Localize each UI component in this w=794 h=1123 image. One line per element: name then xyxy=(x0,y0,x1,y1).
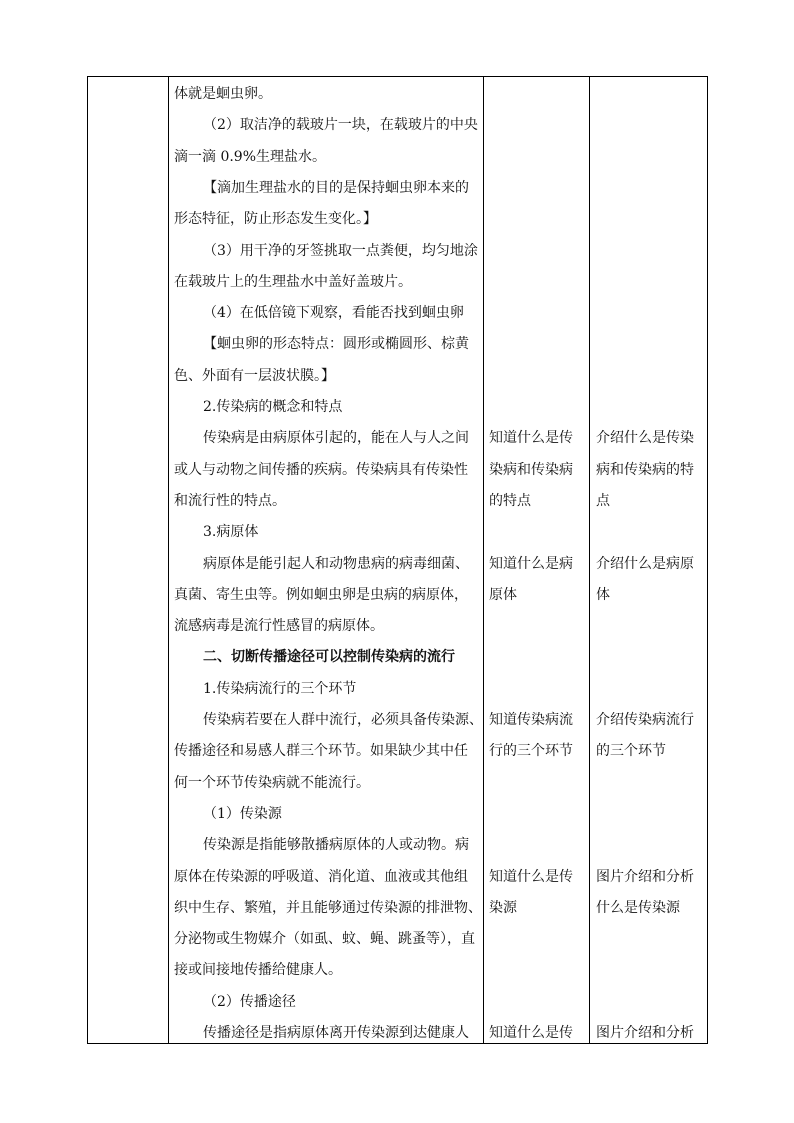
text-line: （3）用干净的牙签挑取一点粪便，均匀地涂 xyxy=(203,242,478,259)
text-line: 体 xyxy=(596,586,610,603)
text-line: 知道什么是传 xyxy=(489,1025,573,1041)
table-row xyxy=(88,77,708,1044)
text-line: 在载玻片上的生理盐水中盖好盖玻片。 xyxy=(174,273,412,290)
text-line: 图片介绍和分析 xyxy=(596,868,694,885)
text-line: 或人与动物之间传播的疾病。传染病具有传染性 xyxy=(174,461,468,478)
text-line: 传染病若要在人群中流行，必须具备传染源、 xyxy=(203,712,483,728)
text-line: 介绍什么是病原 xyxy=(596,555,694,572)
text-line: 体就是蛔虫卵。 xyxy=(174,86,272,102)
text-line: 原体在传染源的呼吸道、消化道、血液或其他组 xyxy=(174,868,468,885)
text-line: 原体 xyxy=(489,586,517,603)
text-line: 知道什么是传 xyxy=(489,430,573,447)
text-line: 接或间接地传播给健康人。 xyxy=(174,962,342,979)
student-activity-cell xyxy=(484,77,590,1044)
text-line: 的三个环节 xyxy=(596,743,666,760)
text-line: 传染病是由病原体引起的，能在人与人之间 xyxy=(203,430,469,447)
text-line: 何一个环节传染病就不能流行。 xyxy=(174,774,370,791)
text-line: 传播途径是指病原体离开传染源到达健康人 xyxy=(203,1025,469,1041)
text-line: 介绍什么是传染 xyxy=(596,430,694,447)
text-line: 形态特征，防止形态发生变化。】 xyxy=(174,211,377,228)
text-line: 和流行性的特点。 xyxy=(174,492,286,509)
text-line: 织中生存、繁殖，并且能够通过传染源的排泄物、 xyxy=(174,899,482,916)
text-line: 知道什么是传 xyxy=(489,868,573,885)
text-line: 3.病原体 xyxy=(203,524,259,541)
text-line: （2）传播途径 xyxy=(203,993,296,1010)
text-line: 病原体是能引起人和动物患病的病毒细菌、 xyxy=(203,555,469,572)
text-line: 真菌、寄生虫等。例如蛔虫卵是虫病的病原体， xyxy=(174,586,468,603)
text-line: 知道传染病流 xyxy=(489,712,573,728)
text-line: （1）传染源 xyxy=(203,805,282,822)
text-line: 病和传染病的特 xyxy=(596,461,694,478)
text-line: 2.传染病的概念和特点 xyxy=(203,399,343,415)
text-line: 染病和传染病 xyxy=(489,461,573,478)
text-line: 行的三个环节 xyxy=(489,743,573,760)
first-column-cell xyxy=(88,77,169,1044)
text-line: 的特点 xyxy=(489,492,531,509)
text-line: 介绍传染病流行 xyxy=(596,712,694,728)
text-line: 点 xyxy=(596,492,610,509)
text-line: 什么是传染源 xyxy=(596,899,680,916)
text-line: 图片介绍和分析 xyxy=(596,1025,694,1041)
text-line: 【蛔虫卵的形态特点：圆形或椭圆形、棕黄 xyxy=(203,336,469,353)
text-line: 1.传染病流行的三个环节 xyxy=(203,680,357,697)
text-line: （4）在低倍镜下观察，看能否找到蛔虫卵 xyxy=(203,305,464,322)
text-line: 分泌物或生物媒介（如虱、蚊、蝇、跳蚤等），直 xyxy=(174,931,475,948)
text-line: 【滴加生理盐水的目的是保持蛔虫卵本来的 xyxy=(203,179,469,196)
text-line: 滴一滴 0.9%生理盐水。 xyxy=(174,148,327,165)
text-line: （2）取洁净的载玻片一块，在载玻片的中央 xyxy=(203,117,478,134)
text-line: 色、外面有一层波状膜。】 xyxy=(174,367,335,384)
text-line: 二、切断传播途径可以控制传染病的流行 xyxy=(203,649,455,666)
text-line: 染源 xyxy=(489,899,517,916)
lesson-plan-table xyxy=(87,76,708,1044)
content-cell xyxy=(169,77,484,1044)
text-line: 传染源是指能够散播病原体的人或动物。病 xyxy=(203,837,469,854)
text-line: 流感病毒是流行性感冒的病原体。 xyxy=(174,618,384,635)
design-intent-cell xyxy=(590,77,708,1044)
text-line: 传播途径和易感人群三个环节。如果缺少其中任 xyxy=(174,743,468,760)
text-line: 知道什么是病 xyxy=(489,555,573,572)
